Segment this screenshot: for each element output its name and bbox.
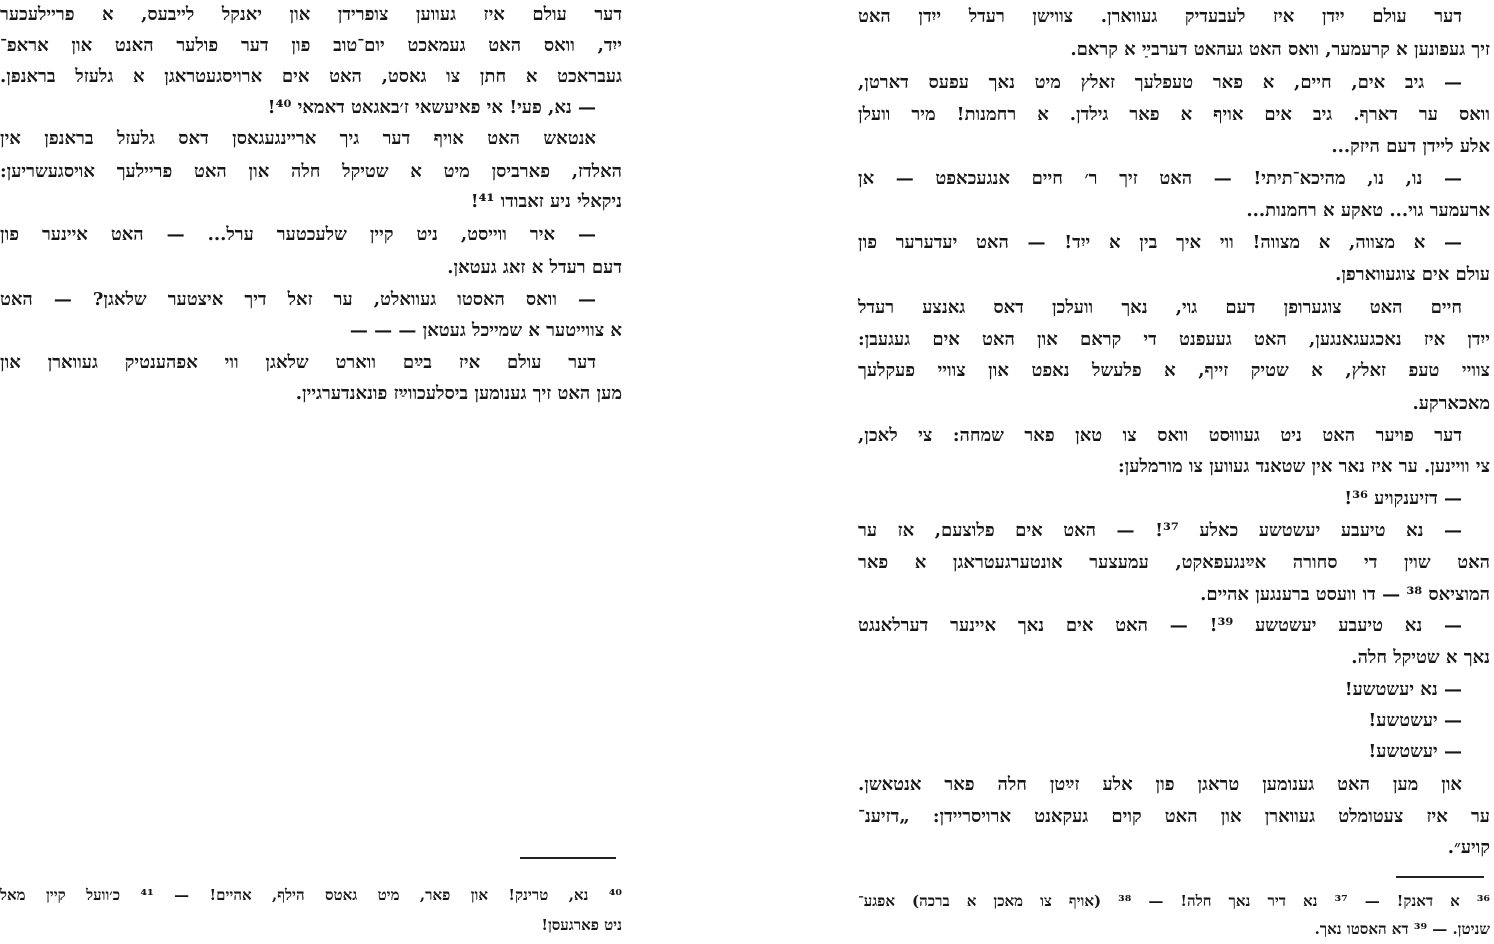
left-line-9: דעם רעדל א זאג געטאן. bbox=[447, 257, 622, 278]
left-line-5: אנטאש האט אויף דער גיך אריינגעגאסן דאס גלעזל בראנפן אין bbox=[0, 128, 596, 149]
right-line-20: — נא טיעבע יעשטשע ³⁹! — האט אים נאך איינער דערלאנגט bbox=[858, 615, 1462, 636]
right-line-16: — דזיענקויע ³⁶! bbox=[1344, 488, 1462, 509]
right-line-25: און מען האט גענומען טראגן פון אלע זײַטן חלה פאר אנטאשן. bbox=[858, 774, 1462, 795]
left-line-11: א צווייטער א שמייכל געטאן — — — bbox=[349, 320, 622, 341]
right-line-27: קויע״. bbox=[1447, 837, 1490, 858]
right-line-2: זיך געפונען א קרעמער, וואס האט געהאט דערבײַ א קראם. bbox=[1070, 39, 1490, 60]
right-line-11: ייִדן איז נאכגעגאנגען, האט געעפנט די קראם און האט אים געגעבן: bbox=[858, 329, 1490, 350]
right-line-12: צוויי טעפ זאלץ, א שטיק זייף, א פלעשל נאפט און צוויי פעקלעך bbox=[858, 360, 1490, 381]
right-footnote-line-1: ³⁶ א דאנק! — ³⁷ נא דיר נאך חלה! — ³⁸ (אויף צו מאכן א ברכה) אפגע־ bbox=[858, 892, 1490, 910]
left-line-4: — נא, פעי! אי פאיעשאי ז׳באגאט דאמאי ⁴⁰! bbox=[267, 97, 596, 118]
right-line-14: דער פויער האט ניט געוווּסט וואס צו טאן פאר שמחה: צי לאכן, bbox=[858, 425, 1462, 446]
footnote-rule bbox=[1396, 876, 1484, 878]
right-line-21: נאך א שטיקל חלה. bbox=[1351, 647, 1490, 668]
right-line-10: חיים האט צוגערופן דעם גוי, נאך וועלכן דאס גאנצע רעדל bbox=[858, 297, 1462, 318]
right-line-23: — יעשטשע! bbox=[1368, 710, 1462, 731]
right-line-18: האט שוין די סחורה אײַנגעפאקט, עמעצער אונטערגעטראגן א פאר bbox=[858, 552, 1490, 573]
left-line-8: — איר ווייסט, ניט קיין שלעכטער ערל... — האט איינער פון bbox=[0, 224, 596, 245]
right-footnote-line-2: שניטן. — ³⁹ דא האסטו נאך. bbox=[1314, 920, 1490, 938]
left-line-3: געבראכט א חתן צו גאסט, האט אים ארויסגעטראגן א גלעזל בראנפן. bbox=[0, 66, 622, 87]
right-line-9: עולם אים צוגעווארפן. bbox=[1335, 264, 1490, 285]
left-line-10: — וואס האסטו געוואלט, ער זאל דיך איצטער שלאגן? — האט bbox=[0, 289, 596, 310]
right-line-19: המוציאס ³⁸ — דו וועסט ברענגען אהיים. bbox=[1200, 584, 1490, 605]
left-line-1: דער עולם איז געווען צופרידן און יאנקל לייבעס, א פריילעכער bbox=[0, 4, 622, 25]
right-line-15: צי וויינען. ער איז נאר אין שטאנד געווען צו מורמלען: bbox=[1118, 456, 1490, 477]
right-line-8: — א מצווה, א מצווה! ווי איך בין א ייִד! — האט יעדערער פון bbox=[858, 232, 1462, 253]
left-line-12: דער עולם איז בײַם ווארט שלאגן ווי אפהענטיק געווארן און bbox=[0, 352, 596, 373]
right-line-4: וואס ער דארף. גיב אים אויף א פאר גילדן. א רחמנות! מיר וועלן bbox=[858, 104, 1490, 125]
left-footnote-line-1: ⁴⁰ נא, טרינק! און פאר, מיט גאטס הילף, אהיים! — ⁴¹ כ׳וועל קיין מאל bbox=[0, 886, 622, 904]
right-line-3: — גיב אים, חיים, א פאר טעפלעך זאלץ מיט נאך עפעס דארטן, bbox=[858, 72, 1462, 93]
right-line-22: — נא יעשטשע! bbox=[1344, 679, 1462, 700]
right-line-17: — נא טיעבע יעשטשע כאלע ³⁷! — האט אים פלוצעם, אז ער bbox=[858, 520, 1462, 541]
left-footnote-line-2: ניט פארגעסן! bbox=[541, 916, 622, 934]
right-line-7: ארעמער גוי... טאקע א רחמנות... bbox=[1246, 200, 1490, 221]
left-line-2: ייִד, וואס האט געמאכט יום־טוב פון דער פולער האנט און אראפ־ bbox=[0, 35, 622, 56]
left-line-7: ניקאלי ניע זאבודו ⁴¹! bbox=[470, 191, 622, 212]
right-line-5: אלע ליידן דעם היזק... bbox=[1331, 136, 1490, 157]
right-line-24: — יעשטשע! bbox=[1368, 741, 1462, 762]
right-line-13: מאכארקע. bbox=[1412, 393, 1490, 414]
right-line-6: — נו, נו, מהיכא־תיתי! — האט זיך ר׳ חיים אנגעכאפט — אן bbox=[858, 168, 1462, 189]
footnote-rule bbox=[520, 857, 616, 859]
right-line-1: דער עולם ייִדן איז לעבעדיק געווארן. צווישן רעדל ייִדן האט bbox=[858, 6, 1462, 27]
left-line-13: מען האט זיך גענומען ביסלעכווײַז פונאנדערגיין. bbox=[295, 383, 622, 404]
left-line-6: האלדז, פארביסן מיט א שטיקל חלה און האט פריילעך אויסגעשריען: bbox=[0, 161, 622, 182]
right-line-26: ער איז צעטומלט געווארן און האט קוים געקאנט ארויסריידן: „דזיענ־ bbox=[858, 806, 1490, 827]
